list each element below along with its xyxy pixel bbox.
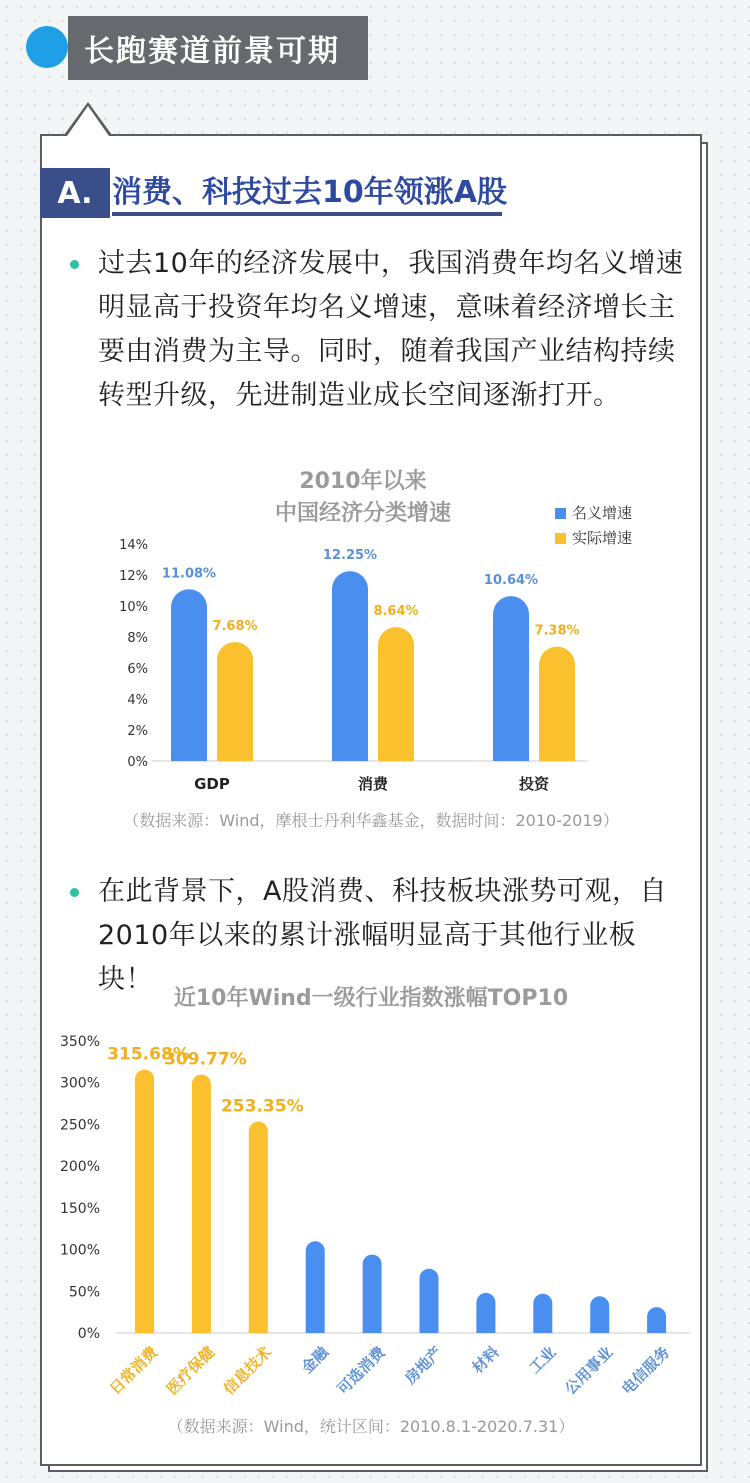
bar-nominal bbox=[493, 596, 529, 761]
x-category-label: GDP bbox=[194, 775, 230, 793]
bar-real bbox=[217, 642, 253, 761]
source-note-2: （数据来源：Wind，统计区间：2010.8.1-2020.7.31） bbox=[167, 1417, 575, 1436]
x-category-label: 工业 bbox=[525, 1343, 560, 1377]
bullet-dot-icon bbox=[70, 260, 79, 269]
bar-7 bbox=[533, 1294, 552, 1333]
y-tick-label: 10% bbox=[119, 600, 148, 615]
growth-rate-chart bbox=[40, 460, 700, 800]
data-label: 10.64% bbox=[483, 573, 539, 589]
industry-top10-chart bbox=[40, 975, 702, 1415]
bar-8 bbox=[590, 1296, 609, 1333]
x-category-label: 投资 bbox=[518, 775, 550, 793]
bar-3 bbox=[306, 1241, 325, 1333]
data-label: 11.08% bbox=[161, 566, 217, 582]
y-tick-label: 50% bbox=[68, 1284, 100, 1301]
y-tick-label: 0% bbox=[77, 1326, 100, 1342]
header-dot bbox=[26, 26, 68, 68]
bar-nominal bbox=[171, 589, 207, 761]
y-tick-label: 350% bbox=[59, 1034, 100, 1050]
y-tick-label: 14% bbox=[119, 538, 148, 553]
chart-title: 2010年以来 bbox=[299, 469, 427, 494]
y-tick-label: 200% bbox=[59, 1159, 100, 1176]
y-tick-label: 8% bbox=[127, 631, 148, 646]
y-tick-label: 0% bbox=[127, 755, 148, 770]
legend-label: 名义增速 bbox=[572, 504, 633, 522]
y-tick-label: 6% bbox=[127, 662, 148, 677]
data-label: 309.77% bbox=[164, 1049, 247, 1070]
y-tick-label: 300% bbox=[59, 1075, 100, 1092]
section-title: 消费、科技过去10年领涨A股 bbox=[112, 175, 507, 210]
section-a-heading bbox=[40, 168, 507, 218]
chart-title: 近10年Wind一级行业指数涨幅TOP10 bbox=[173, 986, 569, 1011]
bar-2 bbox=[249, 1122, 268, 1333]
legend-label: 实际增速 bbox=[572, 529, 633, 547]
y-tick-label: 150% bbox=[59, 1200, 100, 1217]
y-tick-label: 100% bbox=[59, 1242, 100, 1259]
bar-9 bbox=[647, 1307, 666, 1333]
y-tick-label: 2% bbox=[127, 724, 148, 739]
bar-6 bbox=[476, 1293, 495, 1333]
y-tick-label: 12% bbox=[119, 569, 148, 584]
x-category-label: 公用事业 bbox=[561, 1343, 617, 1399]
legend-swatch bbox=[555, 508, 566, 519]
bar-nominal bbox=[332, 571, 368, 761]
paragraph-2: 在此背景下，A股消费、科技板块涨势可观，自 2010年以来的累计涨幅明显高于其他行业板块！ bbox=[98, 876, 667, 995]
chart-title: 中国经济分类增速 bbox=[274, 501, 452, 526]
x-category-label: 可选消费 bbox=[333, 1343, 389, 1399]
x-category-label: 电信服务 bbox=[618, 1343, 674, 1399]
section-letter: A. bbox=[40, 168, 110, 218]
x-category-label: 日常消费 bbox=[106, 1343, 162, 1399]
data-label: 12.25% bbox=[322, 548, 378, 564]
data-label: 7.38% bbox=[534, 623, 580, 639]
x-category-label: 房地产 bbox=[401, 1343, 446, 1388]
data-label: 253.35% bbox=[220, 1096, 304, 1117]
data-label: 315.68% bbox=[107, 1044, 190, 1065]
bar-4 bbox=[363, 1255, 382, 1333]
paragraph-1: 过去10年的经济发展中，我国消费年均名义增速 明显高于投资年均名义增速，意味着经济增长主 要由消费为主导。同时，随着我国产业结构持续 转型升级，先进制造业成长空间逐渐打开。 bbox=[98, 248, 684, 411]
bullet-dot-icon bbox=[70, 888, 79, 897]
data-label: 7.68% bbox=[212, 618, 258, 634]
legend-swatch bbox=[555, 533, 566, 544]
x-category-label: 消费 bbox=[357, 775, 389, 793]
page-title: 长跑赛道前景可期 bbox=[68, 16, 368, 80]
bar-real bbox=[378, 627, 414, 761]
x-category-label: 材料 bbox=[468, 1343, 503, 1377]
y-tick-label: 250% bbox=[59, 1117, 100, 1134]
x-category-label: 医疗保健 bbox=[162, 1343, 219, 1399]
y-tick-label: 4% bbox=[127, 693, 148, 708]
x-category-label: 金融 bbox=[297, 1343, 332, 1377]
bar-5 bbox=[420, 1269, 439, 1333]
bar-0 bbox=[135, 1070, 154, 1333]
bar-1 bbox=[192, 1075, 211, 1333]
bar-real bbox=[539, 647, 575, 761]
data-label: 8.64% bbox=[373, 604, 419, 620]
x-category-label: 信息技术 bbox=[219, 1343, 276, 1399]
source-note-1: （数据来源：Wind，摩根士丹利华鑫基金，数据时间：2010-2019） bbox=[123, 811, 619, 830]
